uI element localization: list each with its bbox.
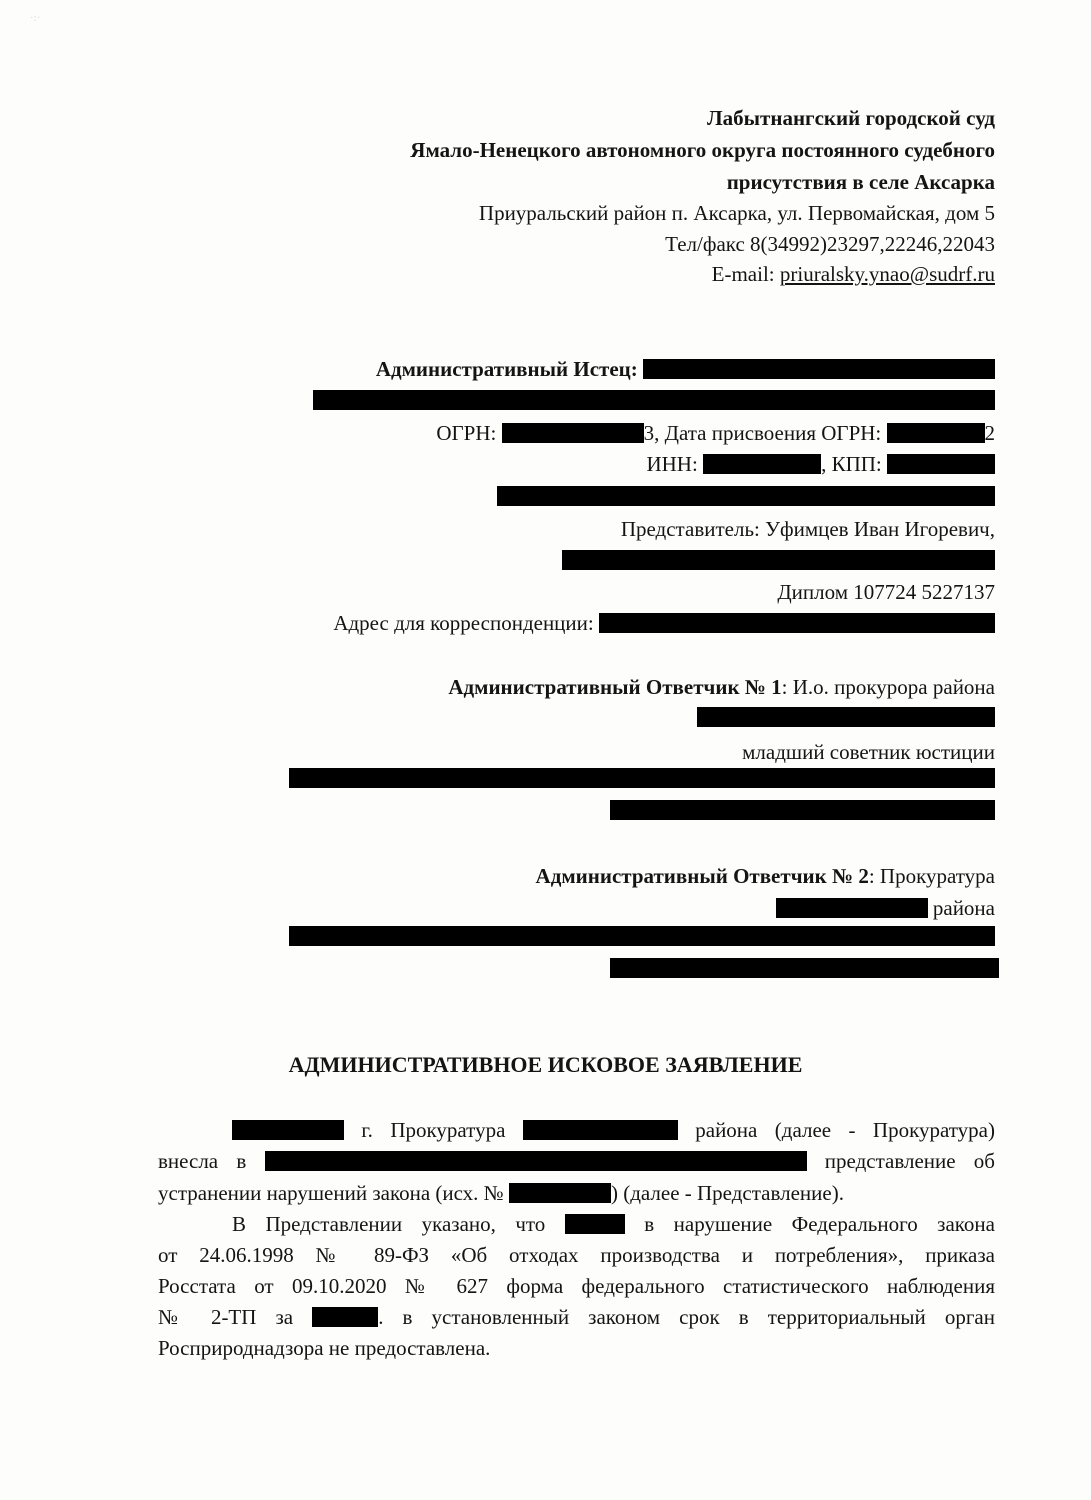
plaintiff-correspondence-line bbox=[333, 611, 995, 636]
redaction bbox=[610, 958, 999, 978]
ogrn-date-label: , Дата присвоения ОГРН: bbox=[654, 421, 882, 445]
body-text: ) (далее - Представление). bbox=[610, 1181, 844, 1205]
ogrn-date-suffix: 2 bbox=[984, 421, 995, 445]
redaction bbox=[887, 454, 995, 474]
redaction bbox=[562, 550, 995, 570]
court-phone: Тел/факс 8(34992)23297,22246,22043 bbox=[665, 232, 995, 256]
body-line bbox=[158, 1181, 844, 1206]
ogrn-label: ОГРН: bbox=[436, 421, 497, 445]
body-text: района (далее - Прокуратура) bbox=[695, 1118, 995, 1142]
redaction bbox=[497, 486, 995, 506]
redaction bbox=[703, 454, 821, 474]
redaction bbox=[509, 1183, 611, 1203]
defendant2-value: : Прокуратура bbox=[868, 864, 995, 888]
document-title: АДМИНИСТРАТИВНОЕ ИСКОВОЕ ЗАЯВЛЕНИЕ bbox=[288, 1052, 803, 1077]
plaintiff-line bbox=[376, 357, 995, 382]
body-text: г. Прокуратура bbox=[361, 1118, 506, 1142]
plaintiff-inn-line bbox=[646, 452, 995, 477]
body-text: . в установленный законом срок в территориальный орган bbox=[378, 1305, 995, 1329]
body-line: Росстата от 09.10.2020 № 627 форма федерального статистического наблюдения bbox=[158, 1274, 995, 1298]
body-line bbox=[158, 1118, 995, 1143]
redaction bbox=[643, 359, 995, 379]
defendant1-value: : И.о. прокурора района bbox=[781, 675, 995, 699]
body-line: Росприроднадзора не предоставлена. bbox=[158, 1336, 491, 1360]
court-email-line bbox=[712, 262, 995, 287]
body-text: № 2-ТП за bbox=[158, 1305, 294, 1329]
redaction bbox=[313, 390, 995, 410]
ogrn-suffix: 3 bbox=[643, 421, 655, 445]
body-text: В Представлении указано, что bbox=[232, 1212, 546, 1236]
body-line bbox=[158, 1149, 995, 1174]
correspondence-label: Адрес для корреспонденции: bbox=[333, 611, 594, 635]
defendant2-label: Административный Ответчик № 2 bbox=[535, 864, 869, 888]
defendant2-district-line bbox=[776, 896, 995, 921]
redaction bbox=[289, 768, 995, 788]
body-text: представление об bbox=[824, 1149, 995, 1173]
redaction bbox=[523, 1120, 678, 1140]
redaction bbox=[312, 1307, 378, 1327]
redaction bbox=[776, 898, 928, 918]
court-address: Приуральский район п. Аксарка, ул. Первомайская, дом 5 bbox=[478, 201, 995, 225]
plaintiff-ogrn-line bbox=[436, 421, 995, 446]
defendant2-line bbox=[536, 864, 995, 889]
body-text: в нарушение Федерального закона bbox=[644, 1212, 995, 1236]
court-name-line1: Лабытнангский городской суд bbox=[706, 106, 995, 130]
redaction bbox=[232, 1120, 344, 1140]
body-line: от 24.06.1998 № 89-ФЗ «Об отходах производства и потребления», приказа bbox=[158, 1243, 995, 1267]
defendant1-rank: младший советник юстиции bbox=[742, 740, 995, 764]
court-name-line3: присутствия в селе Аксарка bbox=[726, 170, 995, 194]
redaction bbox=[887, 423, 985, 443]
plaintiff-label: Административный Истец: bbox=[375, 357, 638, 381]
scan-mark: ·:· bbox=[30, 12, 41, 24]
body-text: внесла в bbox=[158, 1149, 247, 1173]
defendant1-label: Административный Ответчик № 1 bbox=[448, 675, 782, 699]
redaction bbox=[289, 926, 995, 946]
court-email-link[interactable]: priuralsky.ynao@sudrf.ru bbox=[779, 262, 995, 286]
redaction bbox=[610, 800, 995, 820]
inn-label: ИНН: bbox=[646, 452, 698, 476]
court-email-label: E-mail: bbox=[711, 262, 780, 286]
redaction bbox=[565, 1214, 625, 1234]
redaction bbox=[502, 423, 644, 443]
plaintiff-representative: Представитель: Уфимцев Иван Игоревич, bbox=[620, 517, 995, 541]
kpp-label: , КПП: bbox=[821, 452, 882, 476]
redaction bbox=[265, 1151, 807, 1171]
body-line bbox=[158, 1212, 995, 1237]
defendant2-district: района bbox=[932, 896, 995, 920]
court-name-line2: Ямало-Ненецкого автономного округа постоянного судебного bbox=[410, 138, 995, 162]
plaintiff-diploma: Диплом 107724 5227137 bbox=[777, 580, 995, 604]
body-line bbox=[158, 1305, 995, 1330]
redaction bbox=[599, 613, 995, 633]
redaction bbox=[697, 707, 995, 727]
body-text: устранении нарушений закона (исх. № bbox=[158, 1181, 504, 1205]
defendant1-line bbox=[448, 675, 995, 700]
